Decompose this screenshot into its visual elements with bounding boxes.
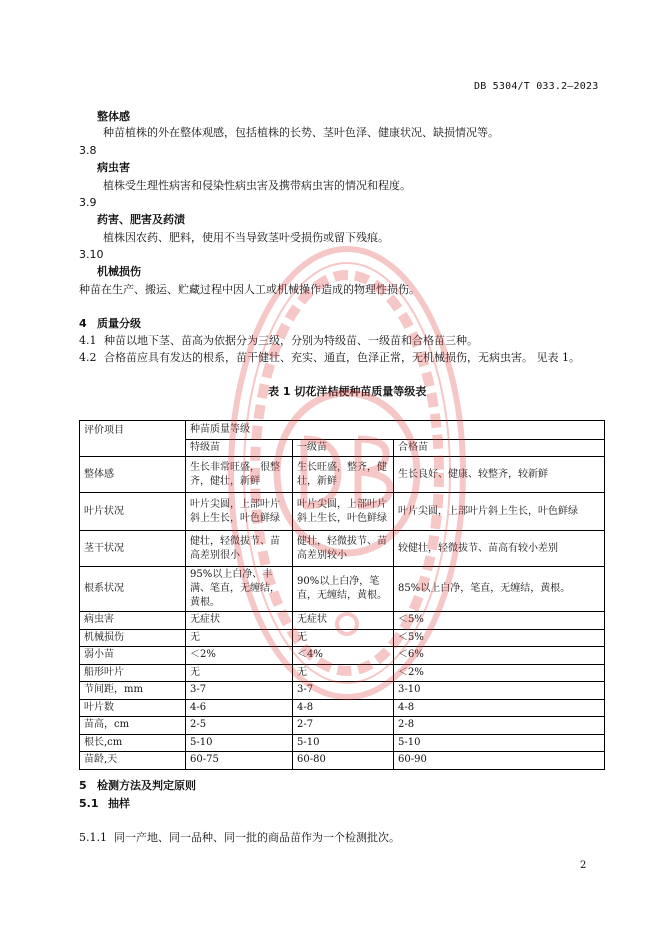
table-cell-value: 健壮，轻微拔节、苗高差别较小 <box>293 531 394 567</box>
table-cell-value: ＜5% <box>394 612 605 630</box>
table-cell-value: 无 <box>186 664 293 682</box>
table-row <box>80 734 605 752</box>
table-row <box>80 567 605 612</box>
table-cell-item: 病虫害 <box>80 612 186 630</box>
table-cell-value: ＜2% <box>186 647 293 665</box>
table-header-grade: 合格苗 <box>394 440 605 457</box>
table-cell-value: 60-80 <box>293 752 394 770</box>
term-number-chemical-damage: 3.9 <box>79 196 97 209</box>
term-definition-chemical-damage: 植株因农药、肥料，使用不当导致茎叶受损伤或留下残痕。 <box>103 231 389 244</box>
table-header-grade: 特级苗 <box>186 440 293 457</box>
table-cell-item: 叶片数 <box>80 699 186 717</box>
term-title-chemical-damage: 药害、肥害及药渍 <box>97 213 185 226</box>
quality-grade-table <box>79 420 605 770</box>
table-cell-item: 整体感 <box>80 457 186 493</box>
table-row <box>80 682 605 700</box>
term-definition-overall: 种苗植株的外在整体观感，包括植株的长势、茎叶色泽、健康状况、缺损情况等。 <box>103 126 499 139</box>
section-5-title: 检测方法及判定原则 <box>97 779 196 792</box>
table-cell-value: 生长旺盛，整齐，健壮，新鲜 <box>293 457 394 493</box>
term-definition-mechanical-damage: 种苗在生产、搬运、贮藏过程中因人工或机械操作造成的物理性损伤。 <box>79 283 420 296</box>
section-5-1-number: 5.1 <box>79 797 99 810</box>
table-cell-item: 机械损伤 <box>80 629 186 647</box>
table-cell-value: 生长良好、健康、较整齐，较新鲜 <box>394 457 605 493</box>
table-cell-value: 5-10 <box>186 734 293 752</box>
table-row <box>80 612 605 630</box>
table-cell-value: 较健壮，轻微拔节、苗高有较小差别 <box>394 531 605 567</box>
term-title-pests: 病虫害 <box>97 161 130 174</box>
table-row <box>80 457 605 493</box>
table-cell-value: 3-10 <box>394 682 605 700</box>
table-cell-value: 无 <box>293 629 394 647</box>
term-title-overall: 整体感 <box>97 110 130 123</box>
table-cell-value: 4-6 <box>186 699 293 717</box>
term-number-pests: 3.8 <box>79 144 97 157</box>
clause-4-1-number: 4.1 <box>79 334 97 347</box>
table-cell-value: 叶片尖圆，上部叶片斜上生长，叶色鲜绿 <box>394 493 605 531</box>
table-cell-value: 5-10 <box>293 734 394 752</box>
table-cell-value: 2-7 <box>293 717 394 735</box>
table-cell-value: 2-5 <box>186 717 293 735</box>
table-cell-item: 茎干状况 <box>80 531 186 567</box>
table-cell-value: 90%以上白净，笔直，无缠结，黄根。 <box>293 567 394 612</box>
term-definition-pests: 植株受生理性病害和侵染性病虫害及携带病虫害的情况和程度。 <box>103 179 411 192</box>
table-cell-item: 节间距，mm <box>80 682 186 700</box>
table-row <box>80 493 605 531</box>
table-cell-value: 5-10 <box>394 734 605 752</box>
term-number-mechanical-damage: 3.10 <box>79 248 104 261</box>
table-cell-item: 根系状况 <box>80 567 186 612</box>
document-code: DB 5304/T 033.2—2023 <box>474 81 599 92</box>
table-cell-item: 船形叶片 <box>80 664 186 682</box>
table-cell-value: 60-90 <box>394 752 605 770</box>
table-header-grade: 一级苗 <box>293 440 394 457</box>
table-row <box>80 699 605 717</box>
clause-5-1-1-number: 5.1.1 <box>79 831 107 844</box>
table-cell-item: 苗龄,天 <box>80 752 186 770</box>
clause-4-2-number: 4.2 <box>79 351 97 364</box>
table-row <box>80 752 605 770</box>
table-cell-value: 无 <box>186 629 293 647</box>
table-cell-value: 叶片尖圆，上部叶片斜上生长，叶色鲜绿 <box>293 493 394 531</box>
table-cell-value: ＜6% <box>394 647 605 665</box>
table-cell-value: 无症状 <box>293 612 394 630</box>
table-cell-value: ＜2% <box>394 664 605 682</box>
table-cell-value: 4-8 <box>394 699 605 717</box>
table-cell-item: 苗高，cm <box>80 717 186 735</box>
section-5-number: 5 <box>79 779 87 792</box>
page-number: 2 <box>580 860 587 871</box>
section-5-1-title: 抽样 <box>108 797 130 810</box>
table-header-row <box>80 421 605 440</box>
term-title-mechanical-damage: 机械损伤 <box>97 265 141 278</box>
table-cell-value: 叶片尖圆，上部叶片斜上生长，叶色鲜绿 <box>186 493 293 531</box>
table-cell-item: 根长,cm <box>80 734 186 752</box>
table-cell-value: 2-8 <box>394 717 605 735</box>
table-cell-value: 健壮，轻微拔节、苗高差别很小 <box>186 531 293 567</box>
table-cell-value: 3-7 <box>293 682 394 700</box>
table-cell-value: 3-7 <box>186 682 293 700</box>
clause-4-2-text: 合格苗应具有发达的根系，苗干健壮、充实、通直，色泽正常，无机械损伤，无病虫害。 见表 1。 <box>104 351 580 364</box>
table-cell-value: 60-75 <box>186 752 293 770</box>
table-row <box>80 531 605 567</box>
table-cell-value: ＜5% <box>394 629 605 647</box>
table-cell-item: 弱小苗 <box>80 647 186 665</box>
table-cell-value: 95%以上白净、丰满、笔直，无缠结，黄根。 <box>186 567 293 612</box>
table-cell-value: ＜4% <box>293 647 394 665</box>
table-cell-value: 85%以上白净，笔直，无缠结，黄根。 <box>394 567 605 612</box>
table-row <box>80 664 605 682</box>
table-caption: 表 1 切花洋桔梗种苗质量等级表 <box>268 385 427 398</box>
table-header-item: 评价项目 <box>80 421 186 457</box>
table-row <box>80 717 605 735</box>
table-cell-value: 无症状 <box>186 612 293 630</box>
section-4-title: 质量分级 <box>97 317 141 330</box>
clause-5-1-1-text: 同一产地、同一品种、同一批的商品苗作为一个检测批次。 <box>114 831 400 844</box>
table-header-group: 种苗质量等级 <box>186 421 605 440</box>
table-cell-item: 叶片状况 <box>80 493 186 531</box>
table-cell-value: 生长非常旺盛，很整齐，健壮，新鲜 <box>186 457 293 493</box>
clause-4-1-text: 种苗以地下茎、苗高为依据分为三级，分别为特级苗、一级苗和合格苗三种。 <box>104 334 478 347</box>
table-cell-value: 4-8 <box>293 699 394 717</box>
table-row <box>80 629 605 647</box>
table-cell-value: 无 <box>293 664 394 682</box>
section-4-number: 4 <box>79 317 87 330</box>
table-row <box>80 647 605 665</box>
